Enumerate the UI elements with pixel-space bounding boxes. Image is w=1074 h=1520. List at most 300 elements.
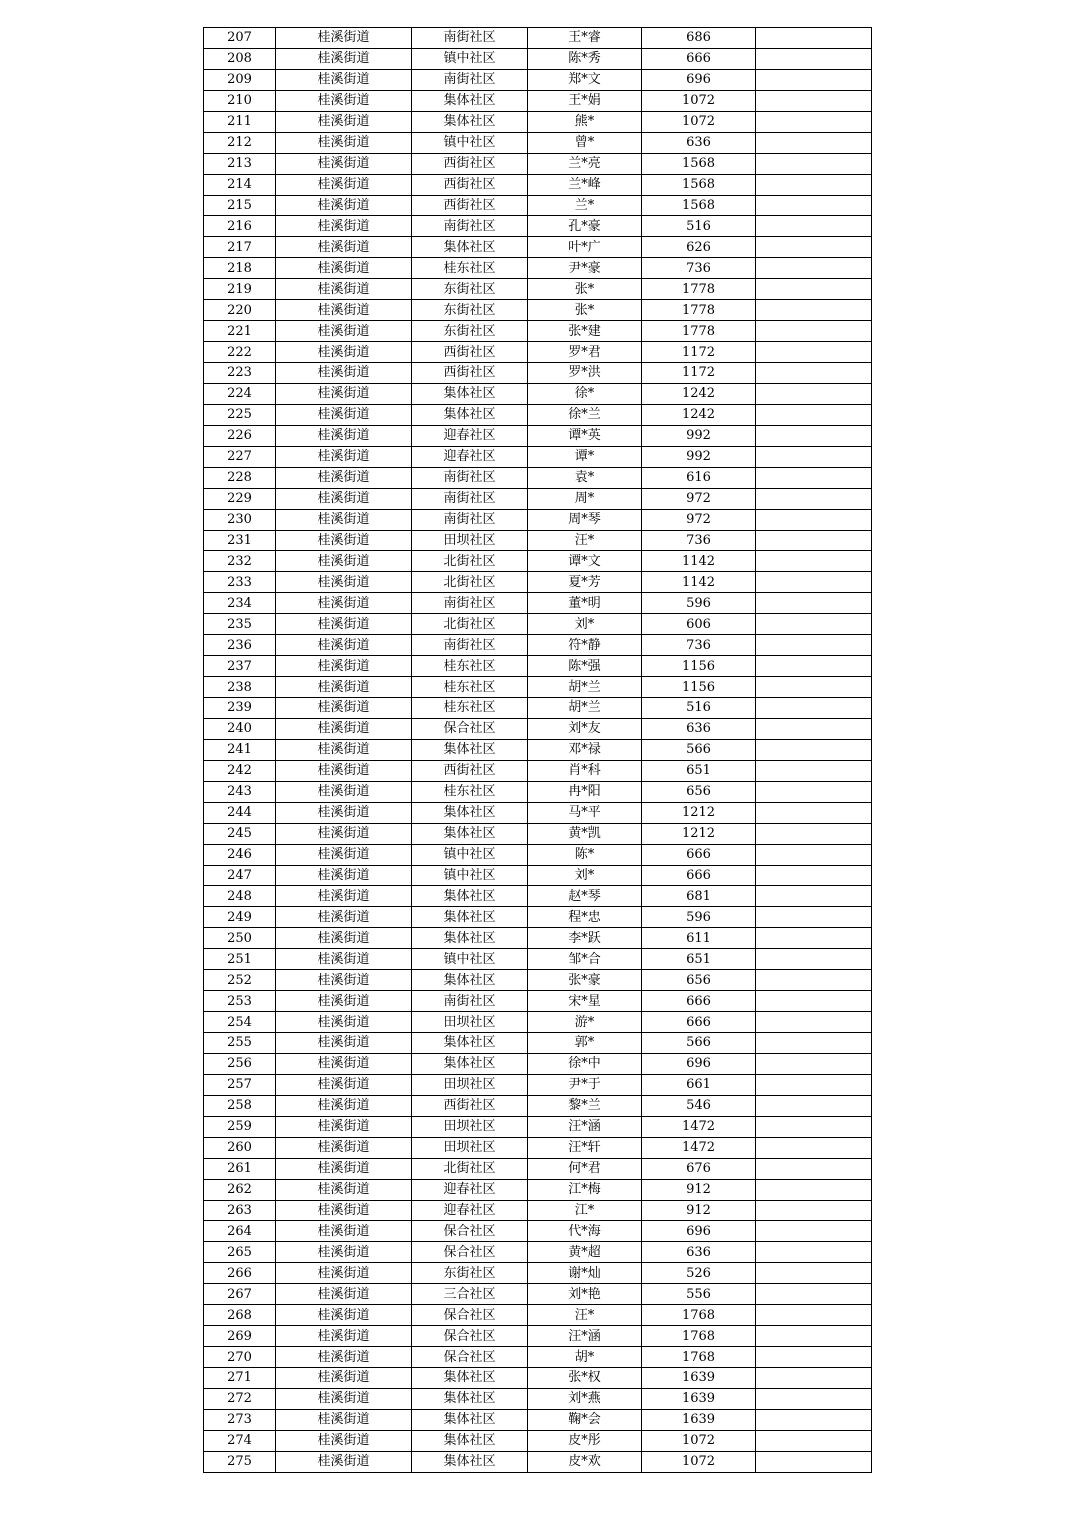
row-number-cell: 250 [204,928,276,949]
remark-cell [756,1326,872,1347]
amount-cell: 1472 [642,1137,756,1158]
amount-cell: 696 [642,1221,756,1242]
subdistrict-cell: 桂溪街道 [276,1074,412,1095]
subdistrict-cell: 桂溪街道 [276,928,412,949]
table-row [204,823,872,844]
community-cell: 集体社区 [412,383,528,404]
amount-cell: 596 [642,593,756,614]
community-cell: 田坝社区 [412,1116,528,1137]
name-cell: 熊* [528,111,642,132]
table-row [204,132,872,153]
amount-cell: 606 [642,614,756,635]
subdistrict-cell: 桂溪街道 [276,488,412,509]
subdistrict-cell: 桂溪街道 [276,174,412,195]
remark-cell [756,865,872,886]
community-cell: 集体社区 [412,970,528,991]
subdistrict-cell: 桂溪街道 [276,718,412,739]
row-number-cell: 207 [204,28,276,49]
row-number-cell: 270 [204,1347,276,1368]
name-cell: 郑*文 [528,69,642,90]
community-cell: 南街社区 [412,593,528,614]
amount-cell: 1072 [642,1430,756,1451]
name-cell: 张*权 [528,1368,642,1389]
community-cell: 镇中社区 [412,844,528,865]
amount-cell: 736 [642,258,756,279]
subdistrict-cell: 桂溪街道 [276,1095,412,1116]
name-cell: 刘* [528,865,642,886]
remark-cell [756,195,872,216]
remark-cell [756,216,872,237]
row-number-cell: 222 [204,342,276,363]
table-row [204,928,872,949]
row-number-cell: 269 [204,1326,276,1347]
row-number-cell: 212 [204,132,276,153]
name-cell: 何*君 [528,1158,642,1179]
remark-cell [756,949,872,970]
table-row [204,718,872,739]
subdistrict-cell: 桂溪街道 [276,300,412,321]
community-cell: 桂东社区 [412,698,528,719]
row-number-cell: 268 [204,1305,276,1326]
amount-cell: 1768 [642,1347,756,1368]
remark-cell [756,363,872,384]
row-number-cell: 266 [204,1263,276,1284]
amount-cell: 596 [642,907,756,928]
table-row [204,970,872,991]
amount-cell: 1212 [642,802,756,823]
row-number-cell: 221 [204,321,276,342]
table-row [204,174,872,195]
community-cell: 三合社区 [412,1284,528,1305]
subdistrict-cell: 桂溪街道 [276,1200,412,1221]
row-number-cell: 251 [204,949,276,970]
remark-cell [756,446,872,467]
remark-cell [756,28,872,49]
remark-cell [756,1263,872,1284]
row-number-cell: 235 [204,614,276,635]
name-cell: 陈*强 [528,656,642,677]
remark-cell [756,1347,872,1368]
row-number-cell: 261 [204,1158,276,1179]
name-cell: 孔*豪 [528,216,642,237]
data-table [203,27,872,1473]
community-cell: 集体社区 [412,1388,528,1409]
subdistrict-cell: 桂溪街道 [276,1451,412,1472]
table-row [204,1326,872,1347]
table-row [204,1116,872,1137]
row-number-cell: 234 [204,593,276,614]
name-cell: 邓*禄 [528,739,642,760]
name-cell: 马*平 [528,802,642,823]
remark-cell [756,111,872,132]
remark-cell [756,279,872,300]
community-cell: 桂东社区 [412,781,528,802]
community-cell: 南街社区 [412,635,528,656]
row-number-cell: 227 [204,446,276,467]
community-cell: 迎春社区 [412,1200,528,1221]
amount-cell: 556 [642,1284,756,1305]
remark-cell [756,593,872,614]
name-cell: 叶*广 [528,237,642,258]
community-cell: 集体社区 [412,404,528,425]
community-cell: 镇中社区 [412,132,528,153]
community-cell: 集体社区 [412,237,528,258]
remark-cell [756,300,872,321]
table-row [204,614,872,635]
amount-cell: 656 [642,781,756,802]
subdistrict-cell: 桂溪街道 [276,802,412,823]
amount-cell: 651 [642,949,756,970]
name-cell: 周*琴 [528,509,642,530]
row-number-cell: 253 [204,991,276,1012]
row-number-cell: 224 [204,383,276,404]
remark-cell [756,404,872,425]
subdistrict-cell: 桂溪街道 [276,593,412,614]
remark-cell [756,1451,872,1472]
row-number-cell: 272 [204,1388,276,1409]
name-cell: 尹*豪 [528,258,642,279]
community-cell: 迎春社区 [412,425,528,446]
remark-cell [756,1368,872,1389]
remark-cell [756,1284,872,1305]
remark-cell [756,1409,872,1430]
name-cell: 冉*阳 [528,781,642,802]
amount-cell: 566 [642,739,756,760]
subdistrict-cell: 桂溪街道 [276,132,412,153]
amount-cell: 1072 [642,1451,756,1472]
table-row [204,383,872,404]
table-row [204,195,872,216]
community-cell: 保合社区 [412,718,528,739]
amount-cell: 611 [642,928,756,949]
table-row [204,572,872,593]
row-number-cell: 226 [204,425,276,446]
community-cell: 集体社区 [412,90,528,111]
community-cell: 南街社区 [412,28,528,49]
amount-cell: 1568 [642,174,756,195]
name-cell: 鞠*会 [528,1409,642,1430]
name-cell: 黄*超 [528,1242,642,1263]
subdistrict-cell: 桂溪街道 [276,949,412,970]
community-cell: 东街社区 [412,1263,528,1284]
remark-cell [756,739,872,760]
table-row [204,90,872,111]
table-row [204,698,872,719]
subdistrict-cell: 桂溪街道 [276,425,412,446]
row-number-cell: 260 [204,1137,276,1158]
remark-cell [756,488,872,509]
subdistrict-cell: 桂溪街道 [276,551,412,572]
subdistrict-cell: 桂溪街道 [276,572,412,593]
subdistrict-cell: 桂溪街道 [276,1347,412,1368]
name-cell: 郭* [528,1033,642,1054]
amount-cell: 666 [642,844,756,865]
amount-cell: 1142 [642,551,756,572]
community-cell: 迎春社区 [412,446,528,467]
name-cell: 陈*秀 [528,48,642,69]
name-cell: 张*建 [528,321,642,342]
row-number-cell: 218 [204,258,276,279]
name-cell: 曾* [528,132,642,153]
amount-cell: 736 [642,530,756,551]
amount-cell: 626 [642,237,756,258]
name-cell: 黄*凯 [528,823,642,844]
table-row [204,1368,872,1389]
amount-cell: 1768 [642,1326,756,1347]
table-row [204,425,872,446]
table-row [204,404,872,425]
name-cell: 代*海 [528,1221,642,1242]
community-cell: 集体社区 [412,1451,528,1472]
community-cell: 东街社区 [412,300,528,321]
community-cell: 桂东社区 [412,677,528,698]
subdistrict-cell: 桂溪街道 [276,90,412,111]
community-cell: 保合社区 [412,1221,528,1242]
amount-cell: 992 [642,425,756,446]
remark-cell [756,802,872,823]
remark-cell [756,572,872,593]
table-body [204,28,872,1473]
row-number-cell: 249 [204,907,276,928]
subdistrict-cell: 桂溪街道 [276,677,412,698]
community-cell: 南街社区 [412,216,528,237]
remark-cell [756,509,872,530]
table-row [204,342,872,363]
subdistrict-cell: 桂溪街道 [276,530,412,551]
row-number-cell: 255 [204,1033,276,1054]
table-row [204,216,872,237]
subdistrict-cell: 桂溪街道 [276,1053,412,1074]
community-cell: 保合社区 [412,1326,528,1347]
table-row [204,1053,872,1074]
remark-cell [756,132,872,153]
row-number-cell: 229 [204,488,276,509]
row-number-cell: 271 [204,1368,276,1389]
remark-cell [756,551,872,572]
amount-cell: 1072 [642,111,756,132]
subdistrict-cell: 桂溪街道 [276,1388,412,1409]
community-cell: 北街社区 [412,551,528,572]
name-cell: 汪* [528,1305,642,1326]
row-number-cell: 257 [204,1074,276,1095]
table-row [204,1263,872,1284]
remark-cell [756,90,872,111]
subdistrict-cell: 桂溪街道 [276,342,412,363]
name-cell: 皮*彤 [528,1430,642,1451]
subdistrict-cell: 桂溪街道 [276,69,412,90]
name-cell: 王*娟 [528,90,642,111]
row-number-cell: 228 [204,467,276,488]
table-row [204,844,872,865]
subdistrict-cell: 桂溪街道 [276,907,412,928]
table-row [204,991,872,1012]
table-row [204,1347,872,1368]
table-row [204,1012,872,1033]
name-cell: 刘*艳 [528,1284,642,1305]
subdistrict-cell: 桂溪街道 [276,1409,412,1430]
remark-cell [756,677,872,698]
community-cell: 镇中社区 [412,949,528,970]
remark-cell [756,844,872,865]
remark-cell [756,970,872,991]
name-cell: 张* [528,279,642,300]
amount-cell: 1212 [642,823,756,844]
table-row [204,488,872,509]
table-row [204,635,872,656]
community-cell: 集体社区 [412,1430,528,1451]
community-cell: 集体社区 [412,823,528,844]
subdistrict-cell: 桂溪街道 [276,698,412,719]
subdistrict-cell: 桂溪街道 [276,153,412,174]
table-row [204,1242,872,1263]
name-cell: 李*跃 [528,928,642,949]
amount-cell: 516 [642,698,756,719]
amount-cell: 992 [642,446,756,467]
amount-cell: 1639 [642,1368,756,1389]
subdistrict-cell: 桂溪街道 [276,446,412,467]
subdistrict-cell: 桂溪街道 [276,1221,412,1242]
row-number-cell: 240 [204,718,276,739]
community-cell: 桂东社区 [412,258,528,279]
remark-cell [756,614,872,635]
name-cell: 汪*涵 [528,1326,642,1347]
name-cell: 兰*亮 [528,153,642,174]
amount-cell: 1156 [642,677,756,698]
name-cell: 谭* [528,446,642,467]
name-cell: 兰*峰 [528,174,642,195]
community-cell: 南街社区 [412,488,528,509]
remark-cell [756,656,872,677]
table-row [204,1430,872,1451]
name-cell: 张* [528,300,642,321]
name-cell: 张*豪 [528,970,642,991]
subdistrict-cell: 桂溪街道 [276,1137,412,1158]
table-row [204,1284,872,1305]
name-cell: 赵*琴 [528,886,642,907]
table-row [204,300,872,321]
remark-cell [756,1430,872,1451]
subdistrict-cell: 桂溪街道 [276,1242,412,1263]
subdistrict-cell: 桂溪街道 [276,404,412,425]
row-number-cell: 210 [204,90,276,111]
amount-cell: 972 [642,509,756,530]
name-cell: 宋*星 [528,991,642,1012]
name-cell: 黎*兰 [528,1095,642,1116]
remark-cell [756,1012,872,1033]
remark-cell [756,342,872,363]
table-row [204,1388,872,1409]
row-number-cell: 241 [204,739,276,760]
table-row [204,279,872,300]
table-row [204,656,872,677]
subdistrict-cell: 桂溪街道 [276,48,412,69]
table-row [204,69,872,90]
table-row [204,530,872,551]
community-cell: 西街社区 [412,1095,528,1116]
table-row [204,739,872,760]
table-row [204,907,872,928]
table-row [204,1221,872,1242]
table-row [204,551,872,572]
amount-cell: 656 [642,970,756,991]
table-row [204,802,872,823]
remark-cell [756,1053,872,1074]
community-cell: 北街社区 [412,1158,528,1179]
table-row [204,1409,872,1430]
row-number-cell: 273 [204,1409,276,1430]
remark-cell [756,1388,872,1409]
row-number-cell: 265 [204,1242,276,1263]
subdistrict-cell: 桂溪街道 [276,1116,412,1137]
table-row [204,1305,872,1326]
row-number-cell: 223 [204,363,276,384]
name-cell: 陈* [528,844,642,865]
row-number-cell: 239 [204,698,276,719]
name-cell: 肖*科 [528,760,642,781]
subdistrict-cell: 桂溪街道 [276,1263,412,1284]
amount-cell: 1172 [642,342,756,363]
remark-cell [756,991,872,1012]
subdistrict-cell: 桂溪街道 [276,383,412,404]
amount-cell: 661 [642,1074,756,1095]
name-cell: 罗*君 [528,342,642,363]
community-cell: 西街社区 [412,153,528,174]
subdistrict-cell: 桂溪街道 [276,279,412,300]
table-row [204,865,872,886]
row-number-cell: 254 [204,1012,276,1033]
row-number-cell: 258 [204,1095,276,1116]
table-row [204,886,872,907]
community-cell: 西街社区 [412,363,528,384]
amount-cell: 736 [642,635,756,656]
row-number-cell: 215 [204,195,276,216]
amount-cell: 566 [642,1033,756,1054]
table-row [204,593,872,614]
name-cell: 刘*友 [528,718,642,739]
subdistrict-cell: 桂溪街道 [276,28,412,49]
row-number-cell: 220 [204,300,276,321]
name-cell: 江*梅 [528,1179,642,1200]
remark-cell [756,383,872,404]
amount-cell: 676 [642,1158,756,1179]
table-row [204,1095,872,1116]
row-number-cell: 236 [204,635,276,656]
subdistrict-cell: 桂溪街道 [276,844,412,865]
row-number-cell: 231 [204,530,276,551]
remark-cell [756,886,872,907]
amount-cell: 546 [642,1095,756,1116]
name-cell: 汪* [528,530,642,551]
subdistrict-cell: 桂溪街道 [276,1305,412,1326]
row-number-cell: 233 [204,572,276,593]
subdistrict-cell: 桂溪街道 [276,216,412,237]
row-number-cell: 219 [204,279,276,300]
community-cell: 集体社区 [412,802,528,823]
name-cell: 罗*洪 [528,363,642,384]
table-row [204,781,872,802]
community-cell: 集体社区 [412,111,528,132]
remark-cell [756,48,872,69]
amount-cell: 1242 [642,404,756,425]
row-number-cell: 264 [204,1221,276,1242]
table-row [204,1033,872,1054]
community-cell: 保合社区 [412,1347,528,1368]
subdistrict-cell: 桂溪街道 [276,1179,412,1200]
amount-cell: 696 [642,69,756,90]
row-number-cell: 217 [204,237,276,258]
subdistrict-cell: 桂溪街道 [276,1012,412,1033]
amount-cell: 651 [642,760,756,781]
